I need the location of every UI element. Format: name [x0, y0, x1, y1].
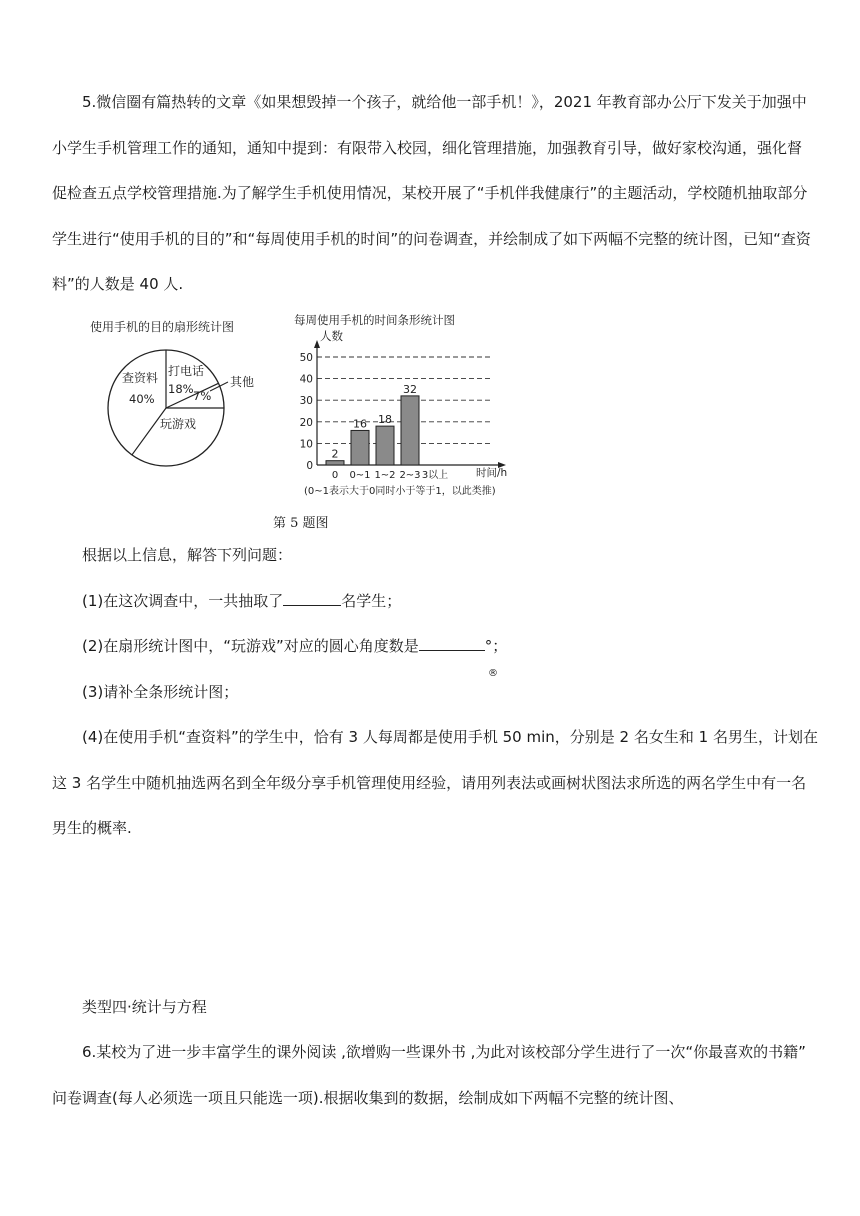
question-1 — [82, 591, 401, 611]
y-tick-label: 40 — [299, 373, 313, 386]
question-2-text: (2)在扇形统计图中，“玩游戏”对应的圆心角度数是 — [82, 637, 419, 655]
problem5-line-5: 料”的人数是 40 人. — [52, 275, 184, 293]
x-tick-label: 0~1 — [349, 470, 371, 481]
x-tick-label: 1~2 — [374, 470, 396, 481]
pie-slice-value: 40% — [129, 392, 155, 406]
pie-slice-label: 查资料 — [122, 371, 159, 385]
pie-chart — [80, 315, 270, 475]
y-tick-label: 30 — [299, 395, 313, 408]
bar — [376, 426, 394, 465]
bar-chart-ylabel: 人数 — [320, 329, 343, 343]
bar-chart-note: (0~1表示大于0同时小于等于1，以此类推) — [304, 486, 496, 497]
bar — [401, 396, 419, 465]
bar-chart-title: 每周使用手机的时间条形统计图 — [294, 313, 455, 327]
registered-mark: ® — [488, 668, 498, 679]
bar-value-label: 32 — [403, 382, 417, 396]
y-tick-label: 50 — [299, 352, 313, 364]
pie-slice-label: 其他 — [230, 375, 255, 389]
question-1-tail: 名学生； — [341, 592, 402, 610]
answer-blank-1 — [283, 591, 341, 606]
x-tick-label: 0 — [331, 470, 339, 481]
question-1-text: (1)在这次调查中，一共抽取了 — [82, 592, 284, 610]
x-tick-label: 3以上 — [421, 470, 449, 481]
y-tick-label: 0 — [306, 460, 313, 472]
problem5-line-4: 学生进行“使用手机的目的”和“每周使用手机的时间”的问卷调查，并绘制成了如下两幅不完整的统计图，已知“查资 — [52, 230, 811, 248]
problem5-line-3: 促检查五点学校管理措施.为了解学生手机使用情况，某校开展了“手机伴我健康行”的主题活动，学校随机抽取部分 — [52, 184, 808, 202]
bar-ticks — [300, 352, 449, 481]
y-tick-label: 20 — [299, 416, 313, 429]
question-3: (3)请补全条形统计图； — [82, 683, 239, 701]
question-4-line-2: 这 3 名学生中随机抽选两名到全年级分享手机管理使用经验，请用列表法或画树状图法求所选的两名学生中有一名 — [52, 774, 807, 792]
problem5-line-1: 5.微信圈有篇热转的文章《如果想毁掉一个孩子，就给他一部手机！》，2021 年教育部办公厅下发关于加强中 — [82, 93, 807, 111]
bar-marks — [326, 383, 419, 465]
bar-chart-xlabel: 时间/h — [476, 467, 508, 479]
problem6-line-2: 问卷调查(每人必须选一项且只能选一项).根据收集到的数据，绘制成如下两幅不完整的统计图、 — [52, 1089, 684, 1107]
question-4-line-3: 男生的概率. — [52, 819, 132, 837]
question-4-line-1: (4)在使用手机“查资料”的学生中，恰有 3 人每周都是使用手机 50 min，分别是 2 名女生和 1 名男生，计划在 — [82, 728, 818, 746]
problem6-line-1: 6.某校为了进一步丰富学生的课外阅读 ,欲增购一些课外书 ,为此对该校部分学生进行了一次“你最喜欢的书籍” — [82, 1043, 806, 1061]
pie-slice-value: 18% — [168, 382, 194, 396]
problem5-line-2: 小学生手机管理工作的通知，通知中提到：有限带入校园，细化管理措施，加强教育引导，做好家校沟通，强化督 — [52, 139, 803, 157]
pie-slice-value: 7% — [193, 389, 212, 403]
bar — [326, 461, 344, 465]
pie-slice-label: 打电话 — [168, 364, 205, 378]
figure-caption: 第 5 题图 — [273, 516, 329, 531]
pie-slices — [108, 350, 224, 466]
question-2-tail: °； — [484, 637, 508, 655]
y-tick-label: 10 — [299, 438, 313, 451]
bar-chart — [290, 308, 530, 500]
bar-value-label: 18 — [378, 413, 392, 427]
pie-slice-boundary — [132, 408, 166, 455]
section-title: 类型四·统计与方程 — [82, 998, 207, 1016]
bar-value-label: 16 — [353, 417, 367, 431]
question-2 — [82, 636, 507, 656]
questions-intro: 根据以上信息，解答下列问题： — [82, 546, 293, 564]
pie-slice-label: 玩游戏 — [160, 417, 197, 431]
answer-blank-2 — [419, 636, 485, 651]
bar — [351, 430, 369, 465]
pie-chart-title: 使用手机的目的扇形统计图 — [90, 320, 235, 334]
bar-value-label: 2 — [331, 447, 339, 461]
x-tick-label: 2~3 — [399, 470, 421, 481]
